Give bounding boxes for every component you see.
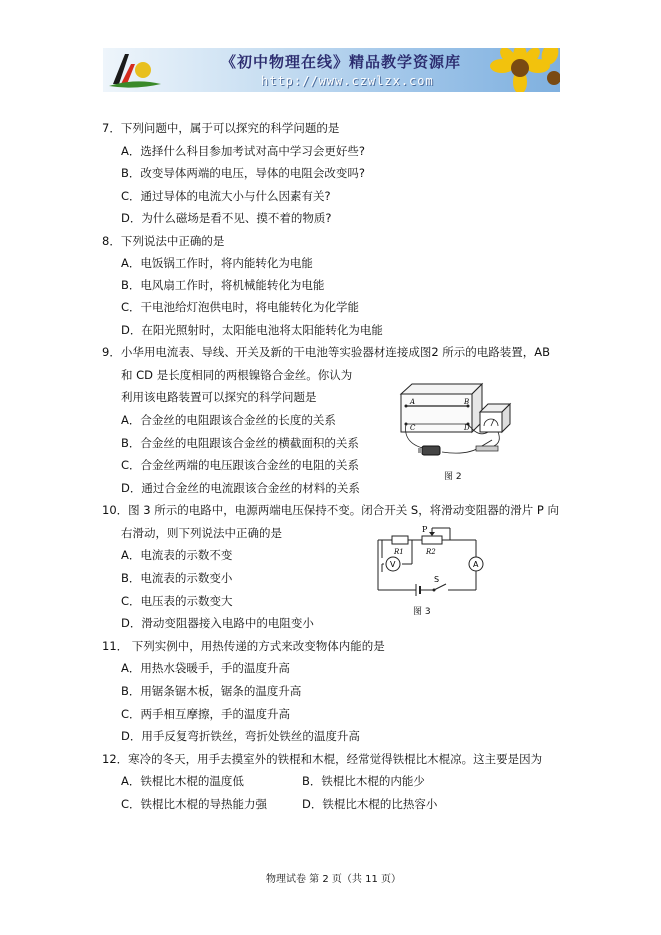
q12-option-a: A．铁棍比木棍的温度低 [121,774,244,788]
q9-option-d: D．通过合金丝的电流跟该合金丝的材料的关系 [121,481,360,495]
figure-3-circuit [372,524,490,602]
q12-option-c: C．铁棍比木棍的导热能力强 [121,797,268,811]
q9-stem-line-1: 9．小华用电流表、导线、开关及新的干电池等实验器材连接成图2 所示的电路装置，AB [102,345,551,359]
q8-option-d: D．在阳光照射时，太阳能电池将太阳能转化为电能 [121,323,383,337]
q9-option-c: C．合金丝两端的电压跟该合金丝的电阻的关系 [121,458,360,472]
header-banner [103,48,560,92]
q8-option-b: B．电风扇工作时，将机械能转化为电能 [121,278,325,292]
q10-option-b: B．电流表的示数变小 [121,571,233,585]
banner-url[interactable]: http://www.czwlzx.com [261,74,434,88]
q11-option-a: A．用热水袋暖手，手的温度升高 [121,661,290,675]
q7-option-d: D．为什么磁场是看不见、摸不着的物质? [121,211,332,225]
fig2-label-c: C [410,424,416,432]
fig3-voltmeter-label: V [390,560,396,569]
q9-option-b: B．合金丝的电阻跟该合金丝的横截面积的关系 [121,436,359,450]
q7-option-b: B．改变导体两端的电压，导体的电阻会改变吗? [121,166,365,180]
q10-stem-line-1: 10．图 3 所示的电路中，电源两端电压保持不变。闭合开关 S，将滑动变阻器的滑片 P 向 [102,503,559,517]
fig2-label-d: D [464,424,470,432]
fig3-label-r1: R1 [394,548,404,556]
q8-stem: 8．下列说法中正确的是 [102,234,225,248]
q10-option-a: A．电流表的示数不变 [121,548,233,562]
fig3-ammeter-label: A [473,560,479,569]
fig2-label-a: A [410,398,416,406]
sunflower-icon [460,48,560,92]
banner-title: 《初中物理在线》精品教学资源库 [221,53,462,71]
q9-option-a: A．合金丝的电阻跟该合金丝的长度的关系 [121,413,336,427]
logo-icon [105,50,165,90]
q9-stem-line-3: 利用该电路装置可以探究的科学问题是 [121,390,317,404]
q8-option-a: A．电饭锅工作时，将内能转化为电能 [121,256,313,270]
q11-option-c: C．两手相互摩擦，手的温度升高 [121,707,291,721]
q10-stem-line-2: 右滑动，则下列说法中正确的是 [121,526,282,540]
figure-2-caption: 图 2 [444,472,462,482]
fig3-label-p: P [422,525,428,534]
fig3-label-r2: R2 [426,548,436,556]
page-footer: 物理试卷 第 2 页（共 11 页） [266,874,401,885]
q11-option-b: B．用锯条锯木板，锯条的温度升高 [121,684,302,698]
q8-option-c: C．干电池给灯泡供电时，将电能转化为化学能 [121,300,360,314]
q11-option-d: D．用手反复弯折铁丝，弯折处铁丝的温度升高 [121,729,360,743]
q12-stem: 12．寒冷的冬天，用手去摸室外的铁棍和木棍，经常觉得铁棍比木棍凉。这主要是因为 [102,752,543,766]
q10-option-d: D．滑动变阻器接入电路中的电阻变小 [121,616,314,630]
q7-stem: 7．下列问题中，属于可以探究的科学问题的是 [102,121,340,135]
q7-option-c: C．通过导体的电流大小与什么因素有关? [121,189,331,203]
figure-2-apparatus [398,380,528,464]
fig2-label-b: B [464,398,470,406]
q9-stem-line-2: 和 CD 是长度相同的两根镍铬合金丝。你认为 [121,368,353,382]
figure-3-caption: 图 3 [413,607,431,617]
q12-option-d: D．铁棍比木棍的比热容小 [302,797,438,811]
q12-option-b: B．铁棍比木棍的内能少 [302,774,425,788]
q11-stem: 11． 下列实例中，用热传递的方式来改变物体内能的是 [102,639,385,653]
q7-option-a: A．选择什么科目参加考试对高中学习会更好些? [121,144,365,158]
fig3-label-s: S [434,575,440,584]
q10-option-c: C．电压表的示数变大 [121,594,233,608]
